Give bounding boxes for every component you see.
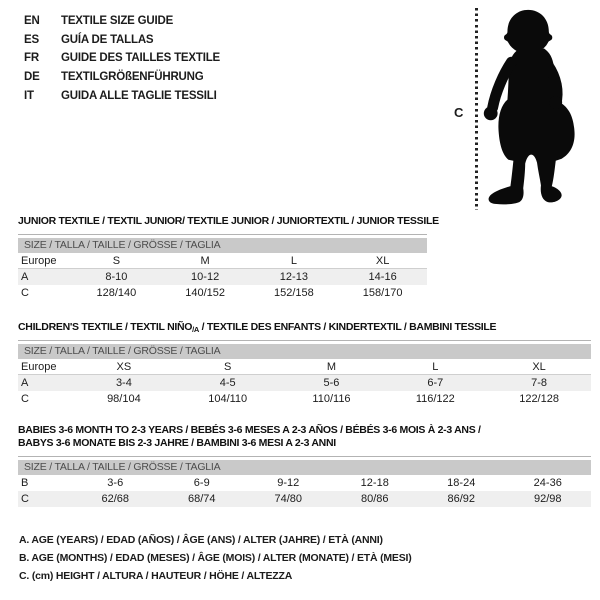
legend-line-b: B. AGE (MONTHS) / EDAD (MESES) / ÂGE (MOIS) / ALTER (MONATE) / ETÀ (MESI) <box>19 552 412 564</box>
table-row <box>18 269 427 285</box>
row-label: C <box>21 493 29 505</box>
size-cell: 122/128 <box>519 393 559 405</box>
size-cell: 5-6 <box>323 377 340 389</box>
babies-table-title-line2: BABYS 3-6 MONATE BIS 2-3 JAHRE / BAMBINI 3-6 MESI A 2-3 ANNI <box>18 437 336 449</box>
childrens-table-title <box>18 321 591 334</box>
lang-code: ES <box>24 33 39 46</box>
size-cell: 80/86 <box>360 493 389 505</box>
size-cell: 86/92 <box>447 493 476 505</box>
row-label: Europe <box>21 361 57 373</box>
table-row <box>18 491 591 507</box>
size-cell: 98/104 <box>107 393 141 405</box>
babies-table-title-line1: BABIES 3-6 MONTH TO 2-3 YEARS / BEBÉS 3-6 MESES A 2-3 AÑOS / BÉBÉS 3-6 MOIS À 2-3 ANS / <box>18 424 481 436</box>
size-cell: 24-36 <box>533 477 562 489</box>
lang-code: FR <box>24 52 39 65</box>
table-row <box>18 285 427 301</box>
size-cell: 128/140 <box>96 287 137 299</box>
legend-line-c: C. (cm) HEIGHT / ALTURA / HAUTEUR / HÖHE / ALTEZZA <box>19 570 293 582</box>
table-row <box>18 253 427 269</box>
row-label: A <box>21 377 29 389</box>
size-cell: 62/68 <box>101 493 130 505</box>
size-cell: 18-24 <box>447 477 476 489</box>
size-header-bar: SIZE / TALLA / TAILLE / GRÖSSE / TAGLIA <box>18 460 591 475</box>
size-cell: 116/122 <box>415 393 455 405</box>
baby-silhouette-icon <box>482 5 594 207</box>
size-header-bar: SIZE / TALLA / TAILLE / GRÖSSE / TAGLIA <box>18 238 427 253</box>
size-cell: L <box>432 361 439 373</box>
size-cell: XS <box>116 361 132 373</box>
table-top-rule <box>18 234 427 235</box>
lang-code: IT <box>24 89 34 102</box>
lang-title: GUÍA DE TALLAS <box>61 33 154 46</box>
size-cell: 9-12 <box>277 477 300 489</box>
size-cell: 12-18 <box>360 477 389 489</box>
size-cell: 4-5 <box>219 377 236 389</box>
table-row <box>18 359 591 375</box>
lang-row-it <box>24 87 220 106</box>
table-top-rule <box>18 456 591 457</box>
lang-row-en <box>24 12 220 31</box>
size-cell: 8-10 <box>105 271 128 283</box>
title-part: / TEXTILE DES ENFANTS / KINDERTEXTIL / BAMBINI TESSILE <box>199 321 497 333</box>
babies-textile-table <box>18 424 591 507</box>
height-measure-figure <box>440 0 600 215</box>
size-cell: 92/98 <box>533 493 562 505</box>
childrens-textile-table <box>18 321 591 407</box>
legend-line-a: A. AGE (YEARS) / EDAD (AÑOS) / ÂGE (ANS) / ALTER (JAHRE) / ETÀ (ANNI) <box>19 534 383 546</box>
table-top-rule <box>18 340 591 341</box>
size-cell: 140/152 <box>185 287 225 299</box>
size-cell: 158/170 <box>362 287 403 299</box>
row-label: A <box>21 271 29 283</box>
size-cell: 7-8 <box>531 377 548 389</box>
size-cell: M <box>200 255 210 267</box>
measure-legend <box>19 531 412 585</box>
lang-code: DE <box>24 71 40 84</box>
lang-row-es <box>24 31 220 50</box>
size-cell: 110/116 <box>312 393 351 405</box>
table-row <box>18 375 591 391</box>
table-row <box>18 391 591 407</box>
title-subscript: /A <box>192 324 200 334</box>
lang-row-fr <box>24 49 220 68</box>
row-label: C <box>21 393 29 405</box>
row-label: B <box>21 477 29 489</box>
size-cell: S <box>112 255 121 267</box>
size-cell: 10-12 <box>191 271 220 283</box>
language-title-list <box>24 12 220 106</box>
size-cell: 3-6 <box>107 477 124 489</box>
table-row <box>18 475 591 491</box>
size-cell: 74/80 <box>274 493 303 505</box>
row-label: C <box>21 287 29 299</box>
size-cell: 6-9 <box>193 477 210 489</box>
lang-row-de <box>24 68 220 87</box>
lang-title: TEXTILE SIZE GUIDE <box>61 15 174 27</box>
row-label: Europe <box>21 255 57 267</box>
lang-title: TEXTILGRÖßENFÜHRUNG <box>61 71 204 84</box>
height-measure-label: C <box>454 105 464 120</box>
junior-table-title: JUNIOR TEXTILE / TEXTIL JUNIOR/ TEXTILE JUNIOR / JUNIORTEXTIL / JUNIOR TESSILE <box>18 215 439 227</box>
junior-textile-table <box>18 215 439 301</box>
size-cell: 12-13 <box>279 271 308 283</box>
size-cell: 14-16 <box>368 271 397 283</box>
size-cell: 68/74 <box>187 493 216 505</box>
size-header-bar: SIZE / TALLA / TAILLE / GRÖSSE / TAGLIA <box>18 344 591 359</box>
size-cell: L <box>290 255 297 267</box>
height-dotted-line <box>475 8 478 210</box>
size-cell: 3-4 <box>115 377 132 389</box>
size-cell: M <box>326 361 337 373</box>
size-cell: S <box>224 361 232 373</box>
lang-title: GUIDE DES TAILLES TEXTILE <box>61 52 220 65</box>
size-cell: XL <box>532 361 546 373</box>
lang-title: GUIDA ALLE TAGLIE TESSILI <box>61 89 217 102</box>
size-cell: XL <box>375 255 390 267</box>
size-cell: 152/158 <box>273 287 314 299</box>
lang-code: EN <box>24 15 40 27</box>
size-cell: 6-7 <box>427 377 444 389</box>
title-part: CHILDREN'S TEXTILE / TEXTIL NIÑO <box>18 321 193 333</box>
size-cell: 104/110 <box>208 393 248 405</box>
